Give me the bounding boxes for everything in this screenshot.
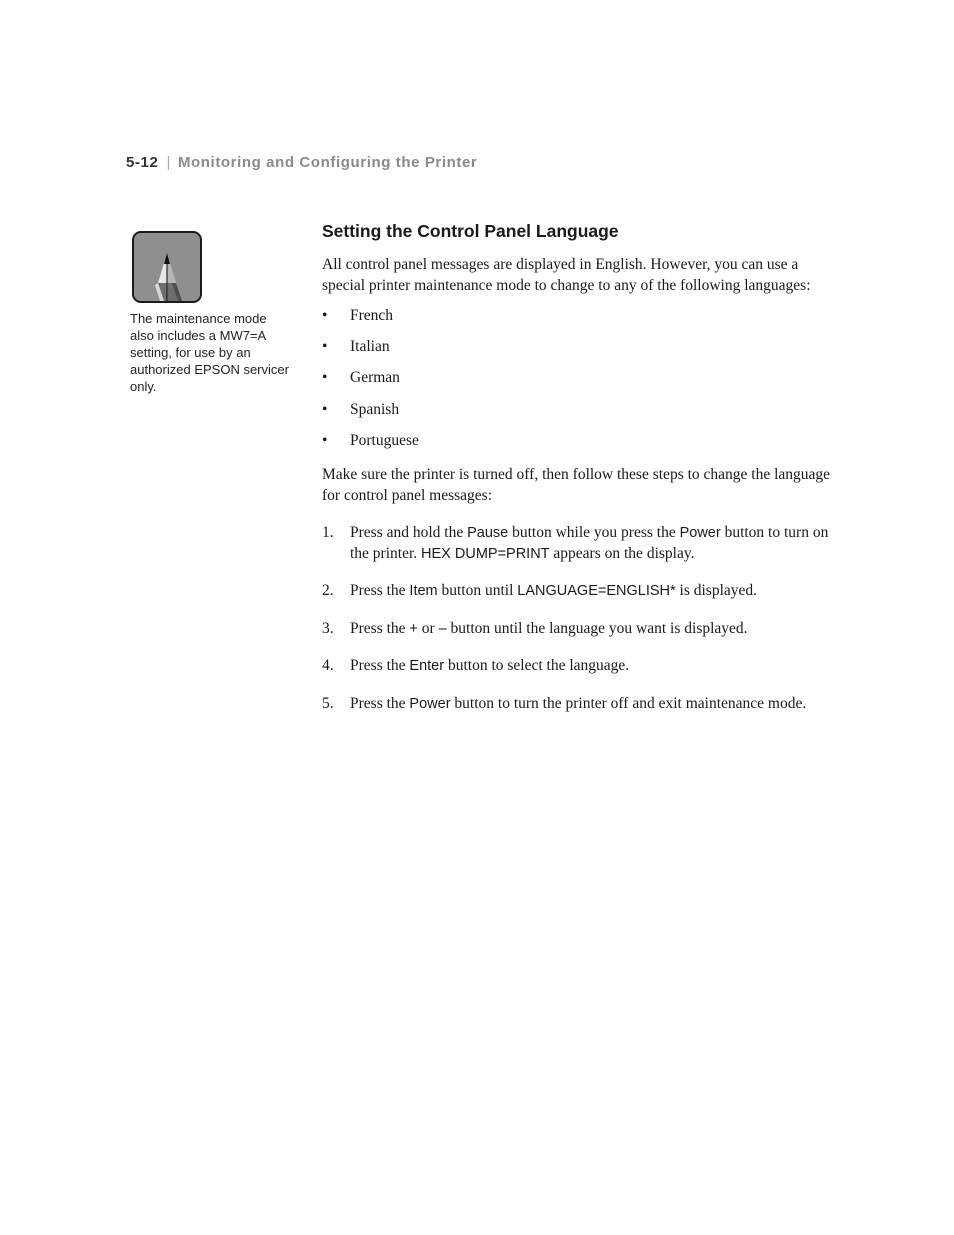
step-item: 3. Press the + or – button until the language you want is displayed. xyxy=(322,619,748,637)
header-separator: | xyxy=(166,154,171,171)
margin-note: The maintenance mode also includes a MW7=A setting, for use by an authorized EPSON servicer only. xyxy=(130,311,289,394)
section-heading: Setting the Control Panel Language xyxy=(322,221,619,241)
language-list xyxy=(322,306,832,451)
list-item: • German xyxy=(322,369,400,387)
step-item: 2. Press the Item button until LANGUAGE=ENGLISH* is displayed. xyxy=(322,582,758,600)
step-item: 5. Press the Power button to turn the printer off and exit maintenance mode. xyxy=(322,694,807,712)
steps-intro-paragraph: Make sure the printer is turned off, then follow these steps to change the language for control panel messages: xyxy=(322,466,831,504)
step-item: 4. Press the Enter button to select the language. xyxy=(322,657,630,675)
pencil-note-icon xyxy=(132,231,202,303)
step-item: 1. Press and hold the Pause button while you press the Power button to turn on the printer. HEX DUMP=PRINT appears on the display. xyxy=(322,524,829,562)
steps-list xyxy=(322,523,832,714)
list-item: • French xyxy=(322,307,394,324)
list-item: • Portuguese xyxy=(322,431,419,449)
running-header xyxy=(126,154,477,171)
intro-paragraph: All control panel messages are displayed in English. However, you can use a special printer maintenance mode to change to any of the following languages: xyxy=(322,256,811,294)
note-code: MW7=A xyxy=(219,328,266,343)
list-item: • Italian xyxy=(322,338,390,356)
main-content xyxy=(322,220,832,731)
chapter-title: Monitoring and Configuring the Printer xyxy=(177,154,478,171)
list-item: • Spanish xyxy=(322,400,400,418)
page-number: 5-12 xyxy=(126,154,159,171)
